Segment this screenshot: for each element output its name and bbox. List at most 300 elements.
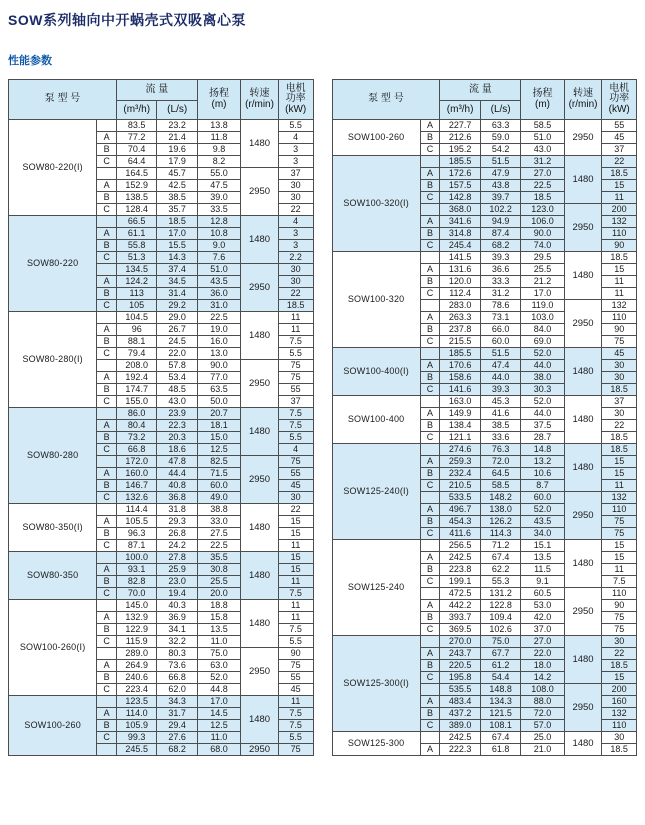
power-cell: 11 [602, 288, 637, 300]
flow-ls-cell: 37.4 [157, 264, 197, 276]
power-cell: 15 [602, 540, 637, 552]
flow-ls-cell: 23.0 [157, 576, 197, 588]
variant-letter-cell [97, 312, 117, 324]
head-cell: 33.0 [197, 516, 240, 528]
power-cell: 15 [602, 264, 637, 276]
power-cell: 11 [602, 276, 637, 288]
flow-ls-cell: 39.3 [480, 384, 520, 396]
power-cell: 7.5 [278, 720, 313, 732]
power-cell: 15 [278, 564, 313, 576]
flow-m3h-cell: 195.8 [440, 672, 481, 684]
head-cell: 60.0 [521, 492, 564, 504]
head-cell: 13.0 [197, 348, 240, 360]
head-cell: 21.2 [521, 276, 564, 288]
speed-cell: 1480 [564, 444, 602, 492]
flow-ls-cell: 18.5 [157, 216, 197, 228]
flow-m3h-cell: 215.5 [440, 336, 481, 348]
variant-letter-cell: B [97, 192, 117, 204]
flow-ls-cell: 73.1 [480, 312, 520, 324]
flow-m3h-cell: 115.9 [116, 636, 157, 648]
flow-ls-cell: 59.0 [480, 132, 520, 144]
flow-ls-cell: 66.0 [480, 324, 520, 336]
variant-letter-cell: C [420, 336, 440, 348]
flow-m3h-cell: 270.0 [440, 636, 481, 648]
flow-ls-cell: 27.6 [157, 732, 197, 744]
page-title: SOW系列轴向中开蜗壳式双吸离心泵 [8, 12, 246, 28]
flow-ls-cell: 44.0 [480, 372, 520, 384]
variant-letter-cell: A [420, 744, 440, 756]
head-cell: 15.1 [521, 540, 564, 552]
flow-ls-cell: 55.3 [480, 576, 520, 588]
power-cell: 75 [278, 660, 313, 672]
variant-letter-cell: C [97, 300, 117, 312]
speed-cell: 1480 [564, 540, 602, 588]
head-cell: 82.5 [197, 456, 240, 468]
flow-m3h-cell: 256.5 [440, 540, 481, 552]
power-cell: 30 [278, 276, 313, 288]
head-cell: 19.0 [197, 324, 240, 336]
flow-m3h-header: (m³/h) [440, 101, 481, 120]
head-cell: 52.0 [521, 396, 564, 408]
variant-letter-cell: A [420, 168, 440, 180]
flow-m3h-cell: 160.0 [116, 468, 157, 480]
variant-letter-cell: C [420, 144, 440, 156]
flow-column-header: 流 量 [116, 80, 197, 101]
flow-ls-cell: 47.8 [157, 456, 197, 468]
head-cell: 20.7 [197, 408, 240, 420]
section-heading-performance: 性能参数 [8, 55, 52, 67]
flow-ls-cell: 29.0 [157, 312, 197, 324]
variant-letter-cell [420, 300, 440, 312]
flow-m3h-cell: 86.0 [116, 408, 157, 420]
speed-column-header: 转速 (r/min) [241, 80, 279, 120]
flow-m3h-cell: 259.3 [440, 456, 481, 468]
flow-m3h-cell: 96.3 [116, 528, 157, 540]
head-cell: 90.0 [521, 228, 564, 240]
flow-m3h-cell: 185.5 [440, 348, 481, 360]
power-cell: 30 [602, 732, 637, 744]
power-cell: 7.5 [278, 708, 313, 720]
flow-m3h-cell: 99.3 [116, 732, 157, 744]
flow-m3h-cell: 138.5 [116, 192, 157, 204]
variant-letter-cell: B [420, 660, 440, 672]
power-cell: 30 [278, 180, 313, 192]
power-cell: 18.5 [278, 300, 313, 312]
head-cell: 25.5 [197, 576, 240, 588]
flow-m3h-cell: 142.8 [440, 192, 481, 204]
flow-ls-cell: 34.1 [157, 624, 197, 636]
flow-ls-cell: 43.8 [480, 180, 520, 192]
power-cell: 75 [602, 612, 637, 624]
head-cell: 44.0 [521, 408, 564, 420]
variant-letter-cell: A [97, 276, 117, 288]
flow-m3h-cell: 152.9 [116, 180, 157, 192]
power-cell: 75 [602, 624, 637, 636]
flow-ls-cell: 73.6 [157, 660, 197, 672]
variant-letter-cell: A [97, 420, 117, 432]
flow-ls-cell: 61.2 [480, 660, 520, 672]
pump-model-cell: SOW100-320 [332, 252, 420, 348]
variant-letter-cell [420, 588, 440, 600]
power-cell: 2.2 [278, 252, 313, 264]
variant-letter-cell [420, 444, 440, 456]
variant-letter-cell: B [97, 480, 117, 492]
flow-m3h-cell: 122.9 [116, 624, 157, 636]
power-cell: 5.5 [278, 348, 313, 360]
flow-m3h-cell: 242.5 [440, 552, 481, 564]
flow-m3h-cell: 496.7 [440, 504, 481, 516]
power-cell: 5.5 [278, 120, 313, 132]
head-cell: 52.0 [521, 504, 564, 516]
power-cell: 18.5 [602, 168, 637, 180]
pump-model-cell: SOW80-280(I) [9, 312, 97, 408]
pump-model-cell: SOW100-400(I) [332, 348, 420, 396]
power-cell: 200 [602, 204, 637, 216]
power-cell: 55 [278, 672, 313, 684]
head-cell: 69.0 [521, 336, 564, 348]
head-cell: 103.0 [521, 312, 564, 324]
power-cell: 11 [278, 600, 313, 612]
flow-m3h-cell: 199.1 [440, 576, 481, 588]
pump-model-cell: SOW80-220 [9, 216, 97, 312]
head-cell: 27.0 [521, 636, 564, 648]
head-cell: 88.0 [521, 696, 564, 708]
flow-m3h-cell: 70.0 [116, 588, 157, 600]
flow-m3h-cell: 83.5 [116, 120, 157, 132]
variant-letter-cell [97, 120, 117, 132]
flow-ls-cell: 29.4 [157, 720, 197, 732]
head-cell: 15.8 [197, 612, 240, 624]
flow-m3h-cell: 222.3 [440, 744, 481, 756]
flow-m3h-cell: 141.5 [440, 252, 481, 264]
head-cell: 74.0 [521, 240, 564, 252]
flow-m3h-cell: 263.3 [440, 312, 481, 324]
head-cell: 63.0 [197, 660, 240, 672]
variant-letter-cell [97, 216, 117, 228]
head-cell: 77.0 [197, 372, 240, 384]
flow-m3h-cell: 87.1 [116, 540, 157, 552]
speed-cell: 2950 [564, 684, 602, 732]
head-cell: 106.0 [521, 216, 564, 228]
power-cell: 30 [602, 636, 637, 648]
flow-ls-cell: 18.6 [157, 444, 197, 456]
head-cell: 22.5 [197, 540, 240, 552]
pump-model-cell: SOW100-320(I) [332, 156, 420, 252]
table-row [9, 696, 314, 708]
variant-letter-cell: C [420, 528, 440, 540]
flow-ls-cell: 14.3 [157, 252, 197, 264]
variant-letter-cell: B [97, 432, 117, 444]
variant-letter-cell: C [420, 240, 440, 252]
power-cell: 7.5 [602, 576, 637, 588]
flow-ls-cell: 23.2 [157, 120, 197, 132]
head-cell: 8.2 [197, 156, 240, 168]
head-cell: 34.0 [521, 528, 564, 540]
head-cell: 18.5 [521, 192, 564, 204]
head-cell: 71.5 [197, 468, 240, 480]
speed-cell: 2950 [564, 120, 602, 156]
variant-letter-cell: A [420, 504, 440, 516]
flow-ls-cell: 21.4 [157, 132, 197, 144]
flow-ls-cell: 94.9 [480, 216, 520, 228]
head-cell: 21.0 [521, 744, 564, 756]
pump-model-cell: SOW100-260 [9, 696, 97, 756]
flow-ls-cell: 75.0 [480, 636, 520, 648]
power-cell: 75 [278, 744, 313, 756]
flow-m3h-cell: 138.4 [440, 420, 481, 432]
flow-ls-cell: 35.7 [157, 204, 197, 216]
flow-m3h-cell: 158.6 [440, 372, 481, 384]
flow-m3h-cell: 223.8 [440, 564, 481, 576]
head-cell: 39.0 [197, 192, 240, 204]
head-cell: 27.0 [521, 168, 564, 180]
power-cell: 45 [278, 480, 313, 492]
power-cell: 22 [278, 204, 313, 216]
flow-ls-cell: 19.4 [157, 588, 197, 600]
variant-letter-cell: C [420, 192, 440, 204]
flow-ls-cell: 58.5 [480, 480, 520, 492]
flow-m3h-cell: 70.4 [116, 144, 157, 156]
flow-ls-cell: 36.9 [157, 612, 197, 624]
head-cell: 68.0 [197, 744, 240, 756]
flow-ls-cell: 60.0 [480, 336, 520, 348]
flow-m3h-cell: 393.7 [440, 612, 481, 624]
flow-m3h-cell: 131.6 [440, 264, 481, 276]
power-cell: 90 [278, 648, 313, 660]
head-cell: 30.8 [197, 564, 240, 576]
speed-cell: 2950 [241, 456, 279, 504]
flow-m3h-cell: 172.6 [440, 168, 481, 180]
table-row [332, 636, 637, 648]
variant-letter-cell: B [97, 384, 117, 396]
variant-letter-cell: B [420, 132, 440, 144]
table-row [9, 216, 314, 228]
table-row [332, 348, 637, 360]
power-cell: 4 [278, 216, 313, 228]
flow-m3h-cell: 389.0 [440, 720, 481, 732]
head-cell: 18.8 [197, 600, 240, 612]
flow-m3h-cell: 210.5 [440, 480, 481, 492]
flow-m3h-header: (m³/h) [116, 101, 157, 120]
variant-letter-cell [97, 168, 117, 180]
power-cell: 30 [278, 192, 313, 204]
power-cell: 15 [602, 180, 637, 192]
variant-letter-cell: A [420, 120, 440, 132]
head-cell: 35.5 [197, 552, 240, 564]
power-cell: 22 [602, 648, 637, 660]
head-cell: 42.0 [521, 612, 564, 624]
flow-m3h-cell: 124.2 [116, 276, 157, 288]
power-cell: 3 [278, 240, 313, 252]
power-cell: 160 [602, 696, 637, 708]
flow-ls-cell: 38.5 [480, 420, 520, 432]
flow-ls-cell: 80.3 [157, 648, 197, 660]
head-cell: 22.5 [197, 312, 240, 324]
head-cell: 90.0 [197, 360, 240, 372]
flow-ls-header: (L/s) [157, 101, 197, 120]
flow-ls-cell: 24.2 [157, 540, 197, 552]
variant-letter-cell: B [97, 672, 117, 684]
flow-m3h-cell: 483.4 [440, 696, 481, 708]
variant-letter-cell: A [97, 564, 117, 576]
flow-m3h-cell: 243.7 [440, 648, 481, 660]
power-cell: 7.5 [278, 420, 313, 432]
flow-m3h-cell: 100.0 [116, 552, 157, 564]
table-row [332, 732, 637, 744]
speed-cell: 1480 [241, 696, 279, 744]
flow-ls-cell: 34.5 [157, 276, 197, 288]
flow-m3h-cell: 73.2 [116, 432, 157, 444]
flow-ls-cell: 134.3 [480, 696, 520, 708]
variant-letter-cell: B [97, 720, 117, 732]
power-cell: 22 [278, 288, 313, 300]
variant-letter-cell: C [97, 588, 117, 600]
flow-ls-cell: 26.8 [157, 528, 197, 540]
power-cell: 45 [602, 348, 637, 360]
variant-letter-cell: B [420, 612, 440, 624]
power-cell: 4 [278, 132, 313, 144]
speed-cell: 2950 [241, 744, 279, 756]
flow-m3h-cell: 104.5 [116, 312, 157, 324]
variant-letter-cell: A [97, 372, 117, 384]
head-cell: 11.0 [197, 636, 240, 648]
flow-ls-cell: 138.0 [480, 504, 520, 516]
flow-ls-cell: 15.5 [157, 240, 197, 252]
flow-m3h-cell: 185.5 [440, 156, 481, 168]
power-cell: 11 [278, 540, 313, 552]
head-cell: 49.0 [197, 492, 240, 504]
head-cell: 20.0 [197, 588, 240, 600]
flow-ls-cell: 19.6 [157, 144, 197, 156]
flow-m3h-cell: 123.5 [116, 696, 157, 708]
flow-ls-cell: 67.4 [480, 732, 520, 744]
table-body [332, 120, 637, 756]
head-cell: 51.0 [521, 132, 564, 144]
flow-m3h-cell: 163.0 [440, 396, 481, 408]
head-cell: 37.0 [521, 624, 564, 636]
head-cell: 10.6 [521, 468, 564, 480]
power-cell: 15 [602, 456, 637, 468]
variant-letter-cell: C [97, 252, 117, 264]
flow-ls-cell: 62.2 [480, 564, 520, 576]
variant-letter-cell: C [97, 348, 117, 360]
flow-ls-cell: 61.8 [480, 744, 520, 756]
flow-ls-cell: 54.2 [480, 144, 520, 156]
flow-ls-cell: 131.2 [480, 588, 520, 600]
variant-letter-cell: B [420, 228, 440, 240]
variant-letter-cell [420, 636, 440, 648]
flow-ls-cell: 126.2 [480, 516, 520, 528]
head-cell: 11.0 [197, 732, 240, 744]
flow-ls-cell: 42.5 [157, 180, 197, 192]
head-cell: 12.8 [197, 216, 240, 228]
variant-letter-cell: A [420, 552, 440, 564]
model-column-header: 泵 型 号 [9, 80, 117, 120]
speed-cell: 2950 [564, 492, 602, 540]
power-cell: 15 [602, 468, 637, 480]
head-cell: 84.0 [521, 324, 564, 336]
power-cell: 18.5 [602, 432, 637, 444]
pump-model-cell: SOW80-350 [9, 552, 97, 600]
power-cell: 18.5 [602, 384, 637, 396]
flow-ls-cell: 67.4 [480, 552, 520, 564]
head-cell: 53.0 [521, 600, 564, 612]
flow-m3h-cell: 51.3 [116, 252, 157, 264]
head-cell: 58.5 [521, 120, 564, 132]
flow-m3h-cell: 79.4 [116, 348, 157, 360]
power-cell: 132 [602, 300, 637, 312]
head-cell: 63.5 [197, 384, 240, 396]
flow-m3h-cell: 96 [116, 324, 157, 336]
variant-letter-cell [420, 156, 440, 168]
variant-letter-cell: B [420, 180, 440, 192]
power-cell: 15 [278, 516, 313, 528]
pump-model-cell: SOW80-280 [9, 408, 97, 504]
speed-cell: 2950 [241, 264, 279, 312]
variant-letter-cell [97, 456, 117, 468]
speed-cell: 2950 [241, 360, 279, 408]
power-cell: 7.5 [278, 588, 313, 600]
flow-m3h-cell: 227.7 [440, 120, 481, 132]
flow-m3h-cell: 195.2 [440, 144, 481, 156]
performance-tables [8, 79, 637, 756]
power-cell: 11 [602, 480, 637, 492]
table-row [332, 540, 637, 552]
flow-ls-cell: 51.5 [480, 156, 520, 168]
flow-m3h-cell: 174.7 [116, 384, 157, 396]
head-cell: 72.0 [521, 708, 564, 720]
head-cell: 47.5 [197, 180, 240, 192]
flow-m3h-cell: 264.9 [116, 660, 157, 672]
head-cell: 15.0 [197, 432, 240, 444]
variant-letter-cell [420, 492, 440, 504]
variant-letter-cell: C [97, 732, 117, 744]
flow-ls-cell: 148.2 [480, 492, 520, 504]
power-cell: 15 [278, 552, 313, 564]
flow-m3h-cell: 341.6 [440, 216, 481, 228]
flow-m3h-cell: 368.0 [440, 204, 481, 216]
head-cell: 55.0 [197, 168, 240, 180]
flow-ls-cell: 31.8 [157, 504, 197, 516]
flow-ls-cell: 87.4 [480, 228, 520, 240]
flow-m3h-cell: 66.8 [116, 444, 157, 456]
flow-m3h-cell: 245.4 [440, 240, 481, 252]
flow-m3h-cell: 223.4 [116, 684, 157, 696]
power-cell: 55 [278, 384, 313, 396]
flow-ls-cell: 102.2 [480, 204, 520, 216]
head-cell: 38.0 [521, 372, 564, 384]
table-row [332, 156, 637, 168]
model-column-header: 泵 型 号 [332, 80, 440, 120]
flow-ls-cell: 148.8 [480, 684, 520, 696]
flow-m3h-cell: 535.5 [440, 684, 481, 696]
variant-letter-cell [97, 408, 117, 420]
flow-m3h-cell: 132.9 [116, 612, 157, 624]
flow-ls-cell: 41.6 [480, 408, 520, 420]
flow-ls-cell: 44.4 [157, 468, 197, 480]
flow-m3h-cell: 283.0 [440, 300, 481, 312]
variant-letter-cell: B [420, 372, 440, 384]
power-cell: 75 [602, 528, 637, 540]
variant-letter-cell: B [97, 624, 117, 636]
flow-ls-cell: 36.6 [480, 264, 520, 276]
flow-ls-cell: 54.4 [480, 672, 520, 684]
variant-letter-cell [97, 648, 117, 660]
pump-model-cell: SOW125-240(I) [332, 444, 420, 540]
variant-letter-cell: A [97, 612, 117, 624]
power-cell: 18.5 [602, 252, 637, 264]
variant-letter-cell: A [420, 216, 440, 228]
